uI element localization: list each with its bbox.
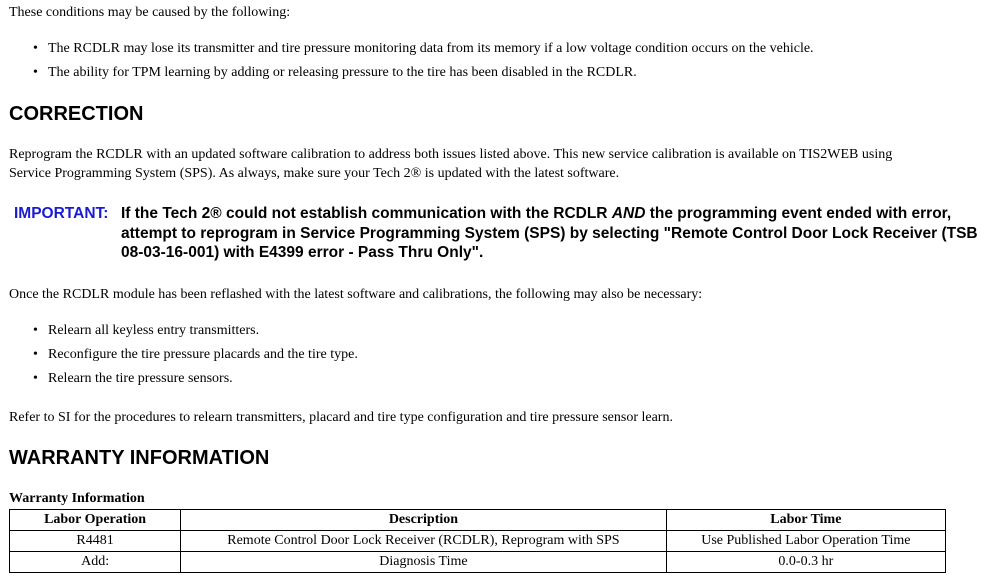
table-row <box>10 552 946 573</box>
list-item-text: Relearn the tire pressure sensors. <box>48 371 233 386</box>
important-text: If the Tech 2® could not establish communication with the RCDLR AND the programming event ended with error, attempt to reprogram in Service Programming System (SPS) by selecting "Remote Control Door Lock Receiver (TSB 08-03-16-001) with E4399 error - Pass Thru Only". <box>121 205 978 261</box>
bullet-icon: • <box>33 347 38 362</box>
important-label: IMPORTANT: <box>14 205 109 222</box>
warranty-heading: WARRANTY INFORMATION <box>9 447 270 469</box>
list-item-text: The ability for TPM learning by adding or releasing pressure to the tire has been disabled in the RCDLR. <box>48 65 637 80</box>
list-item-text: The RCDLR may lose its transmitter and tire pressure monitoring data from its memory if a low voltage condition occurs on the vehicle. <box>48 41 814 56</box>
list-item-text: Relearn all keyless entry transmitters. <box>48 323 260 338</box>
bullet-icon: • <box>33 41 38 56</box>
list-item <box>33 319 358 343</box>
column-header-labor-time: Labor Time <box>666 510 945 531</box>
important-emphasis: AND <box>611 205 646 222</box>
reflash-text: Once the RCDLR module has been reflashed with the latest software and calibrations, the following may also be necessary: <box>9 287 703 302</box>
correction-paragraph-line2: Service Programming System (SPS). As always, make sure your Tech 2® is updated with the latest software. <box>9 166 620 181</box>
bullet-icon: • <box>33 323 38 338</box>
list-item <box>33 61 814 85</box>
warranty-table <box>9 509 946 573</box>
description-cell: Remote Control Door Lock Receiver (RCDLR), Reprogram with SPS <box>181 531 667 552</box>
warranty-table-caption: Warranty Information <box>9 491 145 506</box>
intro-text: These conditions may be caused by the following: <box>9 5 291 20</box>
reflash-steps-list <box>33 319 358 391</box>
list-item <box>33 367 358 391</box>
bullet-icon: • <box>33 65 38 80</box>
causes-list <box>33 37 814 85</box>
labor-time-cell: 0.0-0.3 hr <box>666 552 945 573</box>
table-header-row <box>10 510 946 531</box>
column-header-labor-operation: Labor Operation <box>10 510 181 531</box>
bullet-icon: • <box>33 371 38 386</box>
correction-heading: CORRECTION <box>9 103 144 125</box>
list-item <box>33 37 814 61</box>
column-header-description: Description <box>181 510 667 531</box>
labor-operation-cell: R4481 <box>10 531 181 552</box>
table-row <box>10 531 946 552</box>
list-item-text: Reconfigure the tire pressure placards and the tire type. <box>48 347 358 362</box>
labor-operation-cell: Add: <box>10 552 181 573</box>
list-item <box>33 343 358 367</box>
correction-paragraph-line1: Reprogram the RCDLR with an updated software calibration to address both issues listed above. This new service calibration is available on TIS2WEB using <box>9 147 893 162</box>
description-cell: Diagnosis Time <box>181 552 667 573</box>
refer-text: Refer to SI for the procedures to relearn transmitters, placard and tire type configuration and tire pressure sensor learn. <box>9 410 673 425</box>
labor-time-cell: Use Published Labor Operation Time <box>666 531 945 552</box>
